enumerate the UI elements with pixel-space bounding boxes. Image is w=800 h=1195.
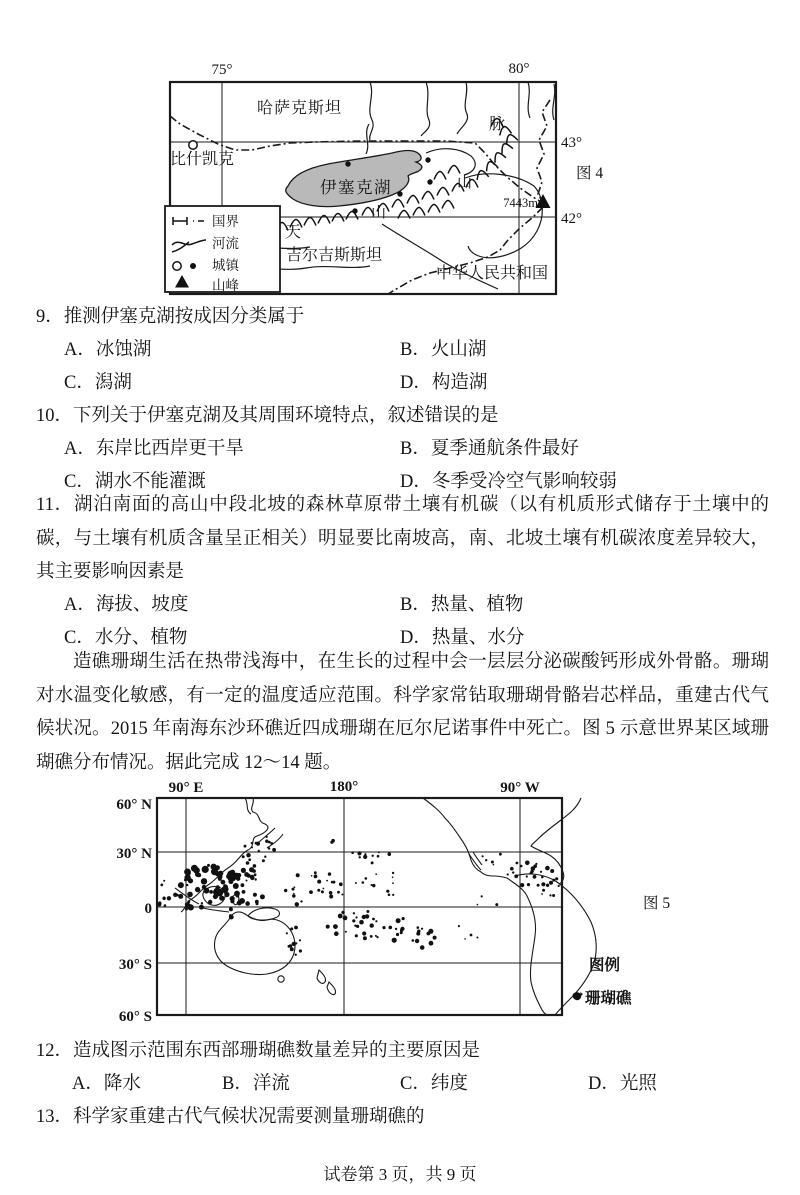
lat-label-60n: 60° N: [116, 797, 152, 813]
label-shan-east: 山: [457, 175, 473, 191]
option-11A: A．海拔、坡度: [64, 595, 189, 615]
figure5-graticule: [157, 798, 562, 1015]
figure4-caption: 图 4: [576, 165, 604, 182]
option-9B: B．火山湖: [400, 340, 487, 360]
option-10A: A．东岸比西岸更干旱: [64, 439, 244, 459]
lat-label-60s: 60° S: [118, 1009, 152, 1024]
option-10B: B．夏季通航条件最好: [400, 439, 579, 459]
option-11B: B．热量、植物: [400, 595, 524, 615]
legend-label-peak: 山峰: [212, 278, 239, 293]
figure5-legend-item: 珊瑚礁: [585, 990, 632, 1007]
option-11D: D．热量、水分: [400, 628, 525, 648]
label-tian: 天: [285, 224, 302, 241]
option-11C: C．水分、植物: [64, 628, 188, 648]
option-10D: D．冬季受冷空气影响较弱: [400, 472, 617, 492]
page-footer: 试卷第 3 页，共 9 页: [323, 1165, 477, 1184]
legend-label-border: 国界: [212, 214, 239, 229]
option-9A: A．冰蚀湖: [64, 340, 152, 360]
question-12: [36, 1035, 769, 1101]
legend-town-filled-icon: [190, 263, 196, 269]
question-13-stem: 13．科学家重建古代气候状况需要测量珊瑚礁的: [36, 1107, 425, 1127]
lat-label-30s: 30° S: [118, 957, 152, 973]
figure5-map: [95, 778, 705, 1024]
lat-label-43: 43°: [561, 135, 582, 151]
label-kyrgyzstan: 吉尔吉斯斯坦: [286, 247, 383, 264]
label-kazakhstan: 哈萨克斯坦: [257, 100, 343, 117]
lon-label-80: 80°: [508, 61, 530, 77]
lat-label-0: 0: [144, 901, 152, 917]
option-12B: B．洋流: [222, 1074, 290, 1094]
label-china: 中华人民共和国: [436, 265, 549, 282]
question-10-stem: 10．下列关于伊塞克湖及其周围环境特点，叙述错误的是: [36, 406, 499, 426]
question-9-options: [36, 334, 769, 400]
lon-label-90e: 90° E: [168, 780, 204, 796]
legend-label-river: 河流: [212, 236, 239, 251]
lat-label-30n: 30° N: [116, 846, 152, 862]
figure4-map: [130, 54, 630, 300]
question-12-stem: 12．造成图示范围东西部珊瑚礁数量差异的主要原因是: [36, 1041, 481, 1061]
lon-label-180: 180°: [329, 779, 359, 795]
label-range-mai: 脉: [489, 116, 506, 133]
option-9D: D．构造湖: [400, 373, 488, 393]
question-10: [36, 400, 769, 499]
legend-label-town: 城镇: [212, 258, 239, 273]
lon-label-90w: 90° W: [500, 780, 540, 796]
label-bishkek: 比什凯克: [170, 151, 235, 168]
question-9: [36, 301, 769, 400]
coral-dots: [157, 836, 559, 956]
question-13: [36, 1101, 769, 1134]
figure5-caption: 图 5: [643, 895, 671, 912]
option-9C: C．潟湖: [64, 373, 132, 393]
question-12-options: [36, 1068, 769, 1101]
figure5-legend-title: 图例: [589, 957, 621, 974]
question-9-stem: 9．推测伊塞克湖按成因分类属于: [36, 307, 305, 327]
option-10C: C．湖水不能灌溉: [64, 472, 206, 492]
figure4-legend: [165, 206, 280, 293]
legend-town-open-icon: [173, 262, 181, 270]
coral-passage: 造礁珊瑚生活在热带浅海中，在生长的过程中会一层层分泌碳酸钙形成外骨骼。珊瑚对水温变化敏感，有一定的温度适应范围。科学家常钻取珊瑚骨骼岩芯样品，重建古代气候状况。2015 年南海东沙环礁近四成珊瑚在厄尔尼诺事件中死亡。图 5 示意世界某区域珊瑚礁分布情况。据此完成 12～14 题。: [36, 652, 769, 773]
option-12D: D．光照: [588, 1074, 657, 1094]
coral-reef-legend-icon: [573, 992, 583, 1000]
bishkek-town-icon: [189, 141, 197, 149]
lon-label-75: 75°: [211, 62, 233, 78]
label-shan-south: 山: [371, 205, 387, 221]
option-12A: A．降水: [72, 1074, 141, 1094]
lat-label-42: 42°: [561, 211, 582, 227]
option-12C: C．纬度: [400, 1074, 468, 1094]
label-lake-issyk-kul: 伊塞克湖: [320, 178, 392, 197]
question-11-stem: 11．湖泊南面的高山中段北坡的森林草原带土壤有机碳（以有机质形式储存于土壤中的碳，与土壤有机质含量呈正相关）明显要比南坡高，南、北坡土壤有机碳浓度差异较大，其主要影响因素是: [36, 495, 769, 582]
label-peak-elevation: 7443m: [503, 196, 538, 210]
